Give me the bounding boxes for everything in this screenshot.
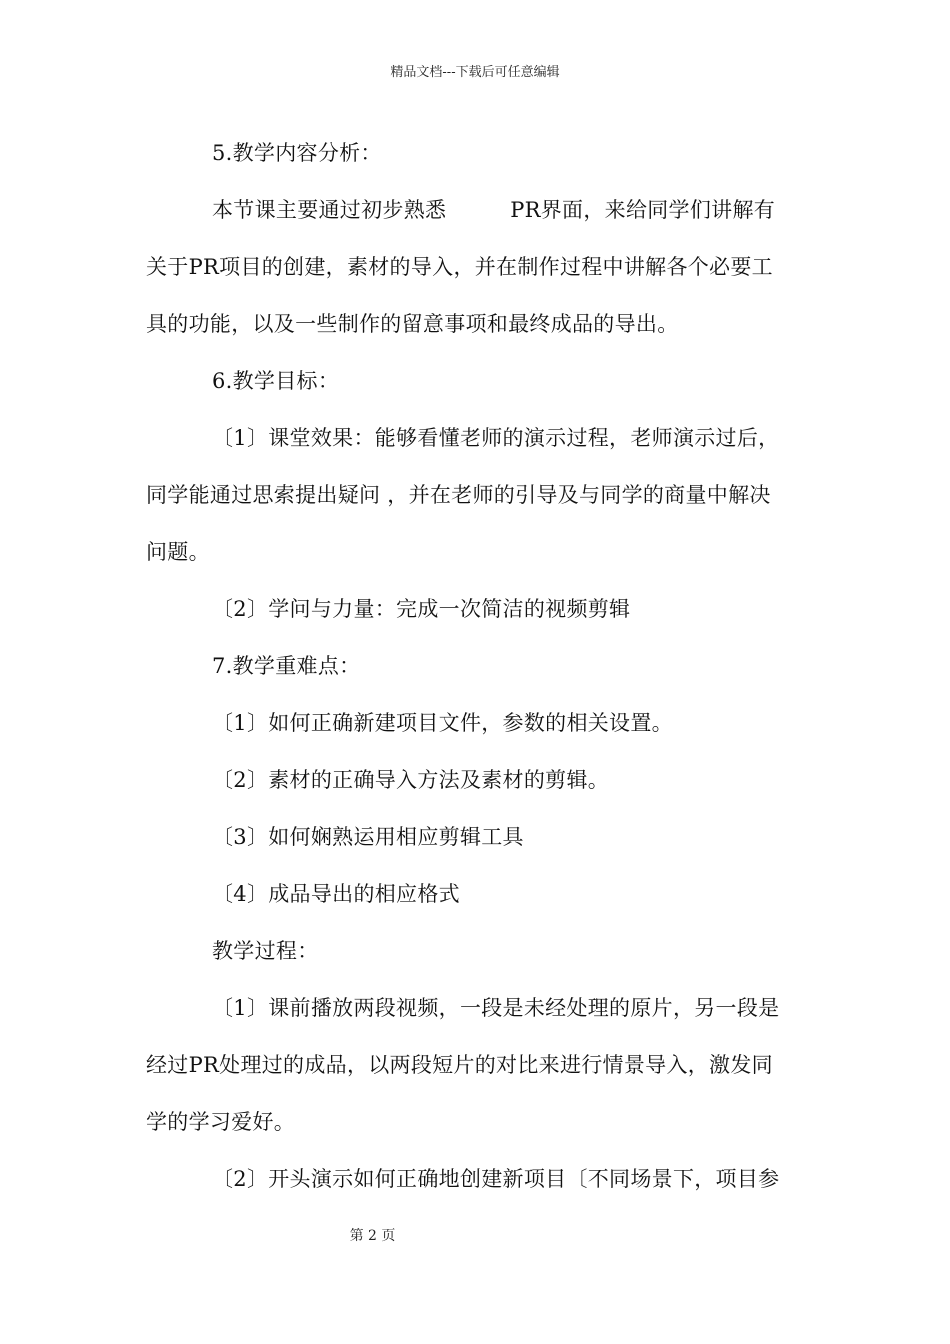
section-heading-objectives: 6.教学目标：	[212, 369, 340, 393]
section-heading-content-analysis: 5.教学内容分析：	[212, 141, 382, 165]
paragraph-line: 〔1〕课前播放两段视频，一段是未经处理的原片，另一段是	[212, 996, 780, 1020]
paragraph-line: 关于PR项目的创建，素材的导入，并在制作过程中讲解各个必要工	[146, 255, 773, 279]
paragraph-line: 本节课主要通过初步熟悉 PR界面，来给同学们讲解有	[212, 198, 776, 222]
page-header: 精品文档---下载后可任意编辑	[390, 65, 560, 80]
list-item: 〔2〕素材的正确导入方法及素材的剪辑。	[212, 768, 610, 792]
section-heading-process: 教学过程：	[212, 939, 319, 963]
list-item: 〔4〕成品导出的相应格式	[212, 882, 460, 906]
section-heading-key-points: 7.教学重难点：	[212, 654, 361, 678]
paragraph-line: 同学能通过思索提出疑问 ，并在老师的引导及与同学的商量中解决	[146, 483, 771, 507]
paragraph-line: 经过PR处理过的成品，以两段短片的对比来进行情景导入，激发同	[146, 1053, 773, 1077]
paragraph-line: 〔2〕开头演示如何正确地创建新项目〔不同场景下，项目参	[212, 1167, 780, 1191]
list-item: 〔3〕如何娴熟运用相应剪辑工具	[212, 825, 524, 849]
paragraph-line: 学的学习爱好。	[146, 1110, 296, 1134]
paragraph-line: 〔1〕课堂效果：能够看懂老师的演示过程，老师演示过后，	[212, 426, 780, 450]
list-item: 〔1〕如何正确新建项目文件，参数的相关设置。	[212, 711, 673, 735]
paragraph-line: 具的功能，以及一些制作的留意事项和最终成品的导出。	[146, 312, 679, 336]
list-item: 〔2〕学问与力量：完成一次简洁的视频剪辑	[212, 597, 631, 621]
page-number: 第 2 页	[349, 1228, 396, 1244]
paragraph-line: 问题。	[146, 540, 210, 564]
